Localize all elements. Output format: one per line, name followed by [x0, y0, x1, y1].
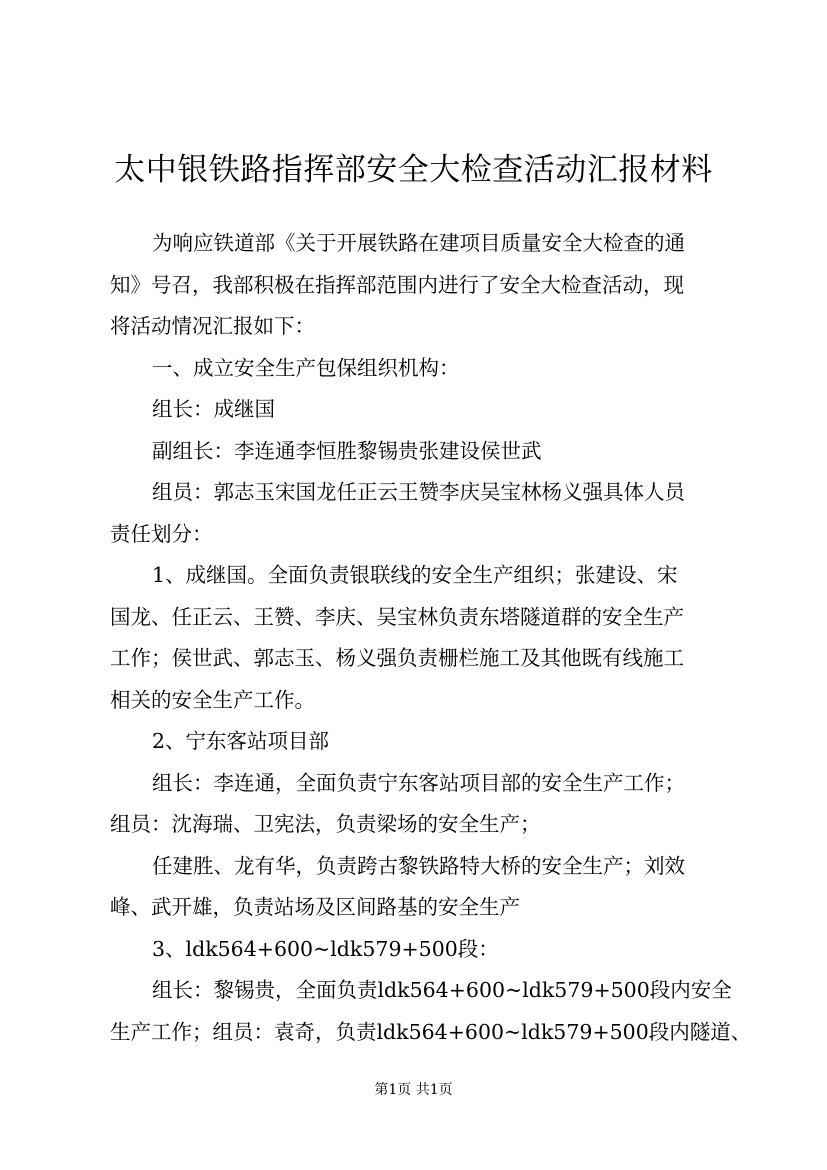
- body-line-17: 峰、武开雄，负责站场及区间路基的安全生产: [110, 895, 520, 919]
- section-heading-2: 2、宁东客站项目部: [152, 729, 330, 753]
- document-body: [110, 223, 752, 1053]
- body-line-20: 生产工作；组员：袁奇，负责ldk564+600~ldk579+500段内隧道、: [110, 1019, 752, 1044]
- body-line-15: 组员：沈海瑞、卫宪法，负责梁场的安全生产；: [110, 812, 541, 836]
- body-line-14: 组长：李连通，全面负责宁东客站项目部的安全生产工作；: [152, 770, 685, 795]
- section-heading-3: 3、ldk564+600~ldk579+500段：: [152, 936, 499, 961]
- body-line-11: 工作；侯世武、郭志玉、杨义强负责栅栏施工及其他既有线施工: [110, 646, 684, 670]
- body-line-5: 组长：成继国: [152, 397, 275, 421]
- section-heading-1: 一、成立安全生产包保组织机构：: [152, 355, 460, 380]
- body-line-1: 为响应铁道部《关于开展铁路在建项目质量安全大检查的通: [152, 231, 685, 255]
- body-line-12: 相关的安全生产工作。: [110, 687, 315, 712]
- body-line-8: 责任划分：: [110, 521, 213, 546]
- body-line-10: 国龙、任正云、王赞、李庆、吴宝林负责东塔隧道群的安全生产: [110, 604, 684, 629]
- body-line-6: 副组长：李连通李恒胜黎锡贵张建设侯世武: [152, 438, 542, 463]
- body-line-7: 组员：郭志玉宋国龙任正云王赞李庆吴宝林杨义强具体人员: [152, 480, 685, 504]
- body-line-19: 组长：黎锡贵，全面负责ldk564+600~ldk579+500段内安全: [152, 978, 732, 1002]
- body-line-2: 知》号召，我部积极在指挥部范围内进行了安全大检查活动，现: [110, 272, 684, 297]
- page-footer: 第1页 共1页: [374, 1082, 453, 1098]
- document-title: 太中银铁路指挥部安全大检查活动汇报材料: [114, 152, 713, 188]
- body-line-9: 1、成继国。全面负责银联线的安全生产组织；张建设、宋: [152, 563, 678, 587]
- body-line-16: 任建胜、龙有华，负责跨古黎铁路特大桥的安全生产；刘效: [152, 853, 685, 878]
- body-line-3: 将活动情况汇报如下：: [110, 314, 315, 338]
